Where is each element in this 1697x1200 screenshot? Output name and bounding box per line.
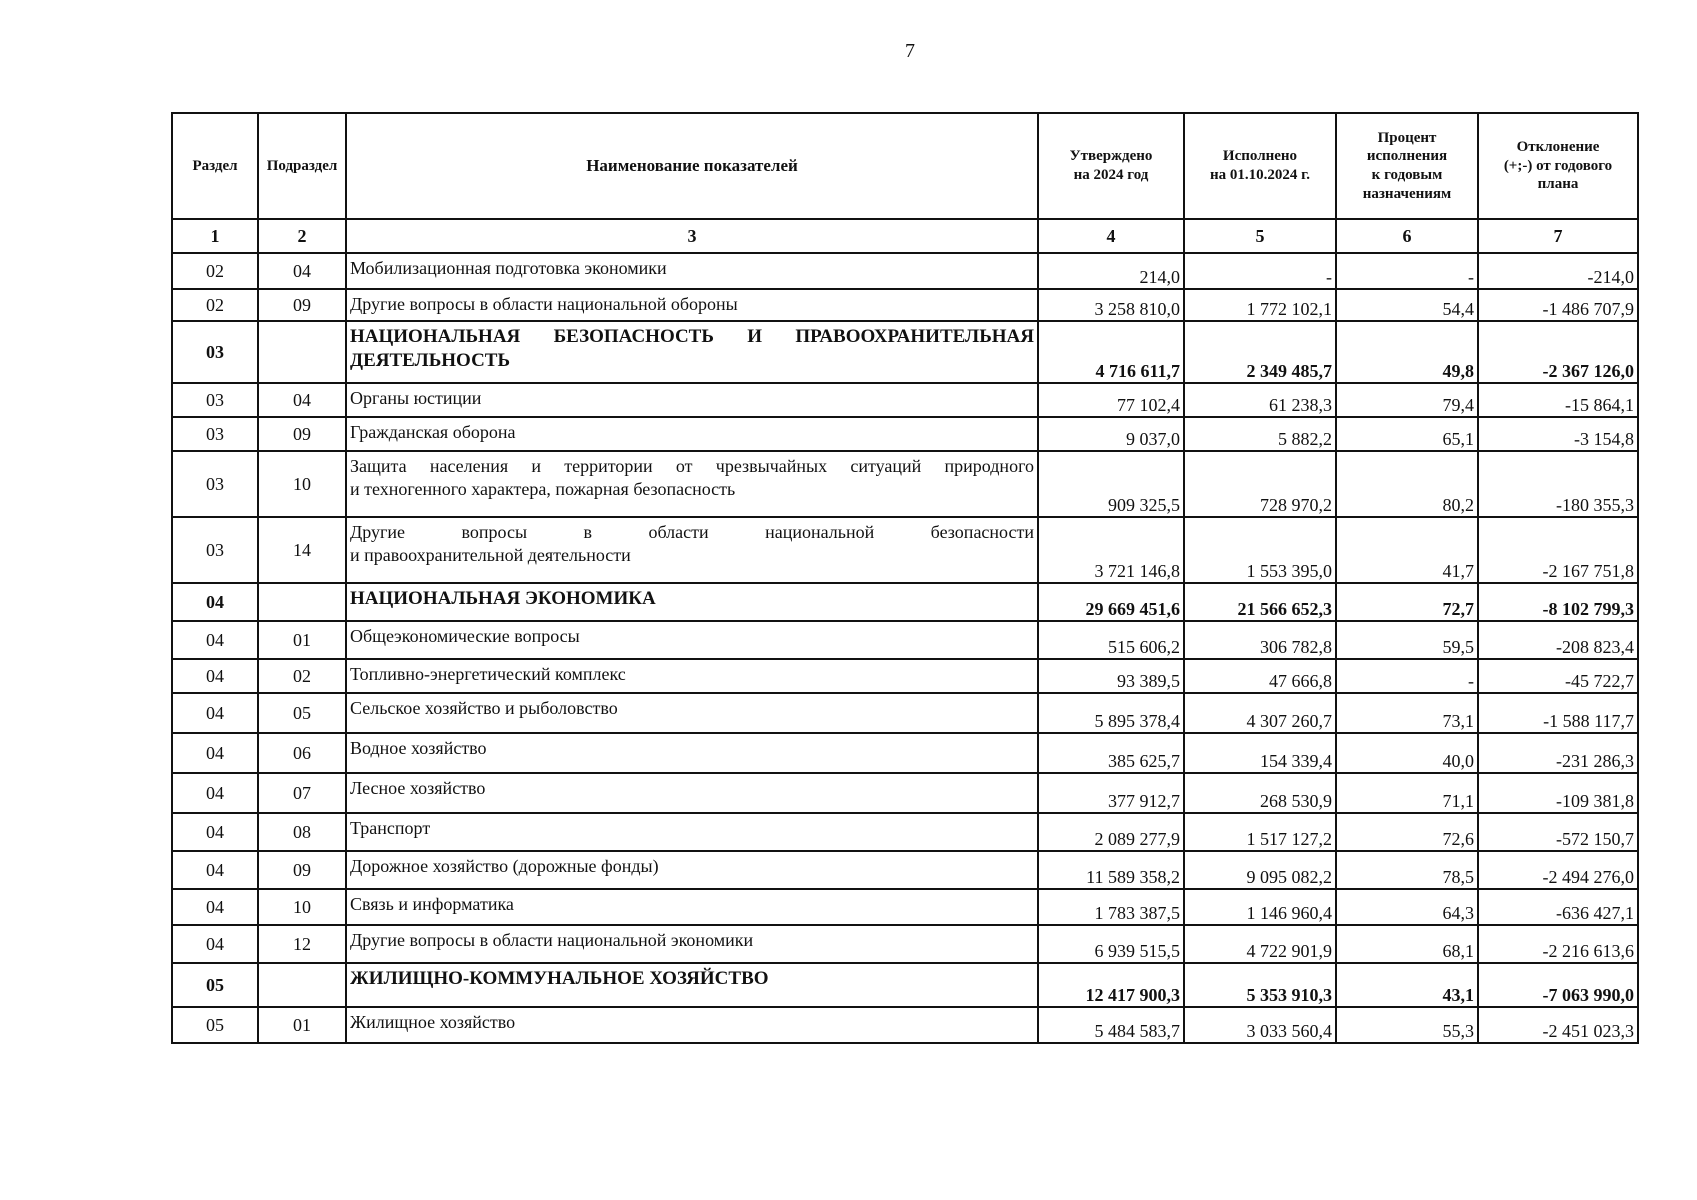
indicator-name-line: НАЦИОНАЛЬНАЯ ЭКОНОМИКА (350, 588, 656, 609)
podrazdel-cell: 10 (258, 889, 346, 925)
indicator-name-line: Органы юстиции (350, 388, 482, 408)
indicator-name-line: Жилищное хозяйство (350, 1012, 516, 1032)
indicator-name-line: и правоохранительной деятельности (350, 544, 631, 565)
podrazdel-cell: 10 (258, 451, 346, 517)
indicator-name-line: НАЦИОНАЛЬНАЯ БЕЗОПАСНОСТЬ И ПРАВООХРАНИТЕЛЬНАЯ (350, 326, 1034, 347)
executed-cell: 1 772 102,1 (1184, 289, 1336, 321)
indicator-name-cell (346, 289, 1038, 321)
executed-cell: 268 530,9 (1184, 773, 1336, 813)
indicator-name-line: Другие вопросы в области национальной обороны (350, 294, 738, 314)
razdel-cell: 04 (172, 733, 258, 773)
column-number: 1 (172, 219, 258, 253)
table-row (172, 621, 1638, 659)
podrazdel-cell: 08 (258, 813, 346, 851)
percent-cell: - (1336, 659, 1478, 693)
approved-cell: 1 783 387,5 (1038, 889, 1184, 925)
indicator-name-cell (346, 1007, 1038, 1043)
indicator-name-line: Сельское хозяйство и рыболовство (350, 698, 618, 718)
executed-cell: 5 353 910,3 (1184, 963, 1336, 1007)
header-name: Наименование показателей (346, 113, 1038, 219)
podrazdel-cell: 09 (258, 289, 346, 321)
deviation-cell: -180 355,3 (1478, 451, 1638, 517)
table-row (172, 851, 1638, 889)
column-number: 6 (1336, 219, 1478, 253)
deviation-cell: -8 102 799,3 (1478, 583, 1638, 621)
podrazdel-cell: 09 (258, 417, 346, 451)
indicator-name-cell (346, 383, 1038, 417)
podrazdel-cell: 05 (258, 693, 346, 733)
table-row (172, 383, 1638, 417)
indicator-name-line: Гражданская оборона (350, 422, 516, 442)
approved-cell: 12 417 900,3 (1038, 963, 1184, 1007)
indicator-name-cell (346, 851, 1038, 889)
percent-cell: 59,5 (1336, 621, 1478, 659)
indicator-name-cell (346, 517, 1038, 583)
indicator-name-cell (346, 253, 1038, 289)
column-number: 5 (1184, 219, 1336, 253)
column-number: 7 (1478, 219, 1638, 253)
deviation-cell: -214,0 (1478, 253, 1638, 289)
executed-cell: 3 033 560,4 (1184, 1007, 1336, 1043)
approved-cell: 385 625,7 (1038, 733, 1184, 773)
indicator-name-line: Транспорт (350, 818, 431, 838)
executed-cell: 728 970,2 (1184, 451, 1336, 517)
podrazdel-cell: 14 (258, 517, 346, 583)
razdel-cell: 04 (172, 813, 258, 851)
percent-cell: 64,3 (1336, 889, 1478, 925)
budget-execution-table (171, 112, 1639, 1044)
deviation-cell: -1 588 117,7 (1478, 693, 1638, 733)
indicator-name-cell (346, 733, 1038, 773)
percent-cell: 73,1 (1336, 693, 1478, 733)
table-body (172, 253, 1638, 1043)
deviation-cell: -208 823,4 (1478, 621, 1638, 659)
deviation-cell: -636 427,1 (1478, 889, 1638, 925)
deviation-cell: -231 286,3 (1478, 733, 1638, 773)
indicator-name-cell (346, 659, 1038, 693)
header-deviation (1478, 113, 1638, 219)
podrazdel-cell (258, 583, 346, 621)
header-line: Исполнено (1222, 148, 1298, 165)
approved-cell: 909 325,5 (1038, 451, 1184, 517)
percent-cell: 55,3 (1336, 1007, 1478, 1043)
executed-cell: 4 307 260,7 (1184, 693, 1336, 733)
indicator-name-line: и техногенного характера, пожарная безопасность (350, 478, 736, 499)
header-razdel: Раздел (172, 113, 258, 219)
indicator-name-line: Мобилизационная подготовка экономики (350, 258, 667, 278)
percent-cell: 72,7 (1336, 583, 1478, 621)
header-executed (1184, 113, 1336, 219)
razdel-cell: 03 (172, 321, 258, 383)
indicator-name-cell (346, 693, 1038, 733)
razdel-cell: 04 (172, 583, 258, 621)
indicator-name-cell (346, 417, 1038, 451)
executed-cell: 47 666,8 (1184, 659, 1336, 693)
percent-cell: 80,2 (1336, 451, 1478, 517)
percent-cell: 43,1 (1336, 963, 1478, 1007)
deviation-cell: -2 367 126,0 (1478, 321, 1638, 383)
deviation-cell: -2 494 276,0 (1478, 851, 1638, 889)
table-section-row (172, 963, 1638, 1007)
table-row (172, 289, 1638, 321)
header-line: Процент (1377, 129, 1437, 146)
table-header-row (172, 113, 1638, 219)
header-line: Отклонение (1516, 138, 1600, 155)
header-line: на 2024 год (1073, 167, 1149, 183)
table-row (172, 253, 1638, 289)
approved-cell: 11 589 358,2 (1038, 851, 1184, 889)
deviation-cell: -3 154,8 (1478, 417, 1638, 451)
percent-cell: 41,7 (1336, 517, 1478, 583)
header-line: на 01.10.2024 г. (1209, 167, 1310, 183)
indicator-name-cell (346, 925, 1038, 963)
podrazdel-cell: 07 (258, 773, 346, 813)
indicator-name-cell (346, 773, 1038, 813)
header-line: к годовым (1371, 167, 1443, 183)
indicator-name-line: Другие вопросы в области национальной экономики (350, 930, 754, 950)
column-number: 2 (258, 219, 346, 253)
approved-cell: 3 721 146,8 (1038, 517, 1184, 583)
indicator-name-line: ДЕЯТЕЛЬНОСТЬ (350, 349, 511, 371)
budget-table-container (171, 112, 1637, 1044)
executed-cell: 4 722 901,9 (1184, 925, 1336, 963)
percent-cell: 71,1 (1336, 773, 1478, 813)
header-line: исполнения (1366, 148, 1448, 165)
table-section-row (172, 321, 1638, 383)
deviation-cell: -2 167 751,8 (1478, 517, 1638, 583)
indicator-name-line: Другие вопросы в области национальной безопасности (350, 522, 1034, 542)
approved-cell: 6 939 515,5 (1038, 925, 1184, 963)
executed-cell: 21 566 652,3 (1184, 583, 1336, 621)
razdel-cell: 02 (172, 289, 258, 321)
indicator-name-cell (346, 321, 1038, 383)
razdel-cell: 04 (172, 925, 258, 963)
approved-cell: 9 037,0 (1038, 417, 1184, 451)
razdel-cell: 04 (172, 621, 258, 659)
approved-cell: 77 102,4 (1038, 383, 1184, 417)
table-row (172, 451, 1638, 517)
table-section-row (172, 583, 1638, 621)
executed-cell: 61 238,3 (1184, 383, 1336, 417)
indicator-name-line: Водное хозяйство (350, 738, 487, 758)
table-row (172, 773, 1638, 813)
approved-cell: 5 895 378,4 (1038, 693, 1184, 733)
table-row (172, 659, 1638, 693)
deviation-cell: -2 216 613,6 (1478, 925, 1638, 963)
executed-cell: 5 882,2 (1184, 417, 1336, 451)
percent-cell: 65,1 (1336, 417, 1478, 451)
podrazdel-cell: 04 (258, 253, 346, 289)
razdel-cell: 04 (172, 851, 258, 889)
indicator-name-cell (346, 889, 1038, 925)
table-row (172, 925, 1638, 963)
approved-cell: 93 389,5 (1038, 659, 1184, 693)
table-row (172, 693, 1638, 733)
approved-cell: 377 912,7 (1038, 773, 1184, 813)
indicator-name-line: Связь и информатика (350, 894, 514, 914)
indicator-name-cell (346, 963, 1038, 1007)
percent-cell: 72,6 (1336, 813, 1478, 851)
percent-cell: 49,8 (1336, 321, 1478, 383)
executed-cell: 1 553 395,0 (1184, 517, 1336, 583)
indicator-name-cell (346, 813, 1038, 851)
header-approved (1038, 113, 1184, 219)
razdel-cell: 03 (172, 517, 258, 583)
approved-cell: 4 716 611,7 (1038, 321, 1184, 383)
deviation-cell: -7 063 990,0 (1478, 963, 1638, 1007)
table-row (172, 417, 1638, 451)
deviation-cell: -2 451 023,3 (1478, 1007, 1638, 1043)
podrazdel-cell: 04 (258, 383, 346, 417)
deviation-cell: -1 486 707,9 (1478, 289, 1638, 321)
approved-cell: 5 484 583,7 (1038, 1007, 1184, 1043)
podrazdel-cell: 12 (258, 925, 346, 963)
column-number-row (172, 219, 1638, 253)
table-row (172, 517, 1638, 583)
indicator-name-line: Топливно-энергетический комплекс (350, 664, 626, 684)
header-percent (1336, 113, 1478, 219)
executed-cell: 306 782,8 (1184, 621, 1336, 659)
header-line: назначениям (1362, 185, 1452, 202)
header-podrazdel: Подраздел (258, 113, 346, 219)
razdel-cell: 02 (172, 253, 258, 289)
deviation-cell: -109 381,8 (1478, 773, 1638, 813)
approved-cell: 2 089 277,9 (1038, 813, 1184, 851)
deviation-cell: -572 150,7 (1478, 813, 1638, 851)
podrazdel-cell: 09 (258, 851, 346, 889)
indicator-name-cell (346, 583, 1038, 621)
podrazdel-cell (258, 963, 346, 1007)
razdel-cell: 04 (172, 773, 258, 813)
executed-cell: 1 146 960,4 (1184, 889, 1336, 925)
podrazdel-cell: 02 (258, 659, 346, 693)
percent-cell: 78,5 (1336, 851, 1478, 889)
indicator-name-cell (346, 621, 1038, 659)
executed-cell: - (1184, 253, 1336, 289)
header-line: плана (1537, 176, 1579, 193)
deviation-cell: -45 722,7 (1478, 659, 1638, 693)
percent-cell: - (1336, 253, 1478, 289)
approved-cell: 515 606,2 (1038, 621, 1184, 659)
razdel-cell: 04 (172, 889, 258, 925)
approved-cell: 29 669 451,6 (1038, 583, 1184, 621)
executed-cell: 9 095 082,2 (1184, 851, 1336, 889)
executed-cell: 154 339,4 (1184, 733, 1336, 773)
table-row (172, 733, 1638, 773)
column-number: 3 (346, 219, 1038, 253)
table-row (172, 1007, 1638, 1043)
table-row (172, 813, 1638, 851)
column-number: 4 (1038, 219, 1184, 253)
percent-cell: 40,0 (1336, 733, 1478, 773)
podrazdel-cell (258, 321, 346, 383)
approved-cell: 214,0 (1038, 253, 1184, 289)
razdel-cell: 04 (172, 659, 258, 693)
podrazdel-cell: 01 (258, 1007, 346, 1043)
indicator-name-cell (346, 451, 1038, 517)
razdel-cell: 05 (172, 963, 258, 1007)
header-line: (+;-) от годового (1503, 157, 1613, 174)
header-line: Утверждено (1069, 148, 1153, 165)
page-number: 7 (905, 40, 915, 62)
razdel-cell: 04 (172, 693, 258, 733)
deviation-cell: -15 864,1 (1478, 383, 1638, 417)
podrazdel-cell: 01 (258, 621, 346, 659)
executed-cell: 1 517 127,2 (1184, 813, 1336, 851)
percent-cell: 54,4 (1336, 289, 1478, 321)
indicator-name-line: Общеэкономические вопросы (350, 626, 580, 646)
indicator-name-line: ЖИЛИЩНО-КОММУНАЛЬНОЕ ХОЗЯЙСТВО (350, 968, 769, 989)
indicator-name-line: Дорожное хозяйство (дорожные фонды) (350, 856, 659, 876)
indicator-name-line: Защита населения и территории от чрезвычайных ситуаций природного (350, 456, 1034, 476)
percent-cell: 68,1 (1336, 925, 1478, 963)
razdel-cell: 05 (172, 1007, 258, 1043)
executed-cell: 2 349 485,7 (1184, 321, 1336, 383)
razdel-cell: 03 (172, 383, 258, 417)
razdel-cell: 03 (172, 417, 258, 451)
approved-cell: 3 258 810,0 (1038, 289, 1184, 321)
razdel-cell: 03 (172, 451, 258, 517)
indicator-name-line: Лесное хозяйство (350, 778, 486, 798)
podrazdel-cell: 06 (258, 733, 346, 773)
table-row (172, 889, 1638, 925)
percent-cell: 79,4 (1336, 383, 1478, 417)
